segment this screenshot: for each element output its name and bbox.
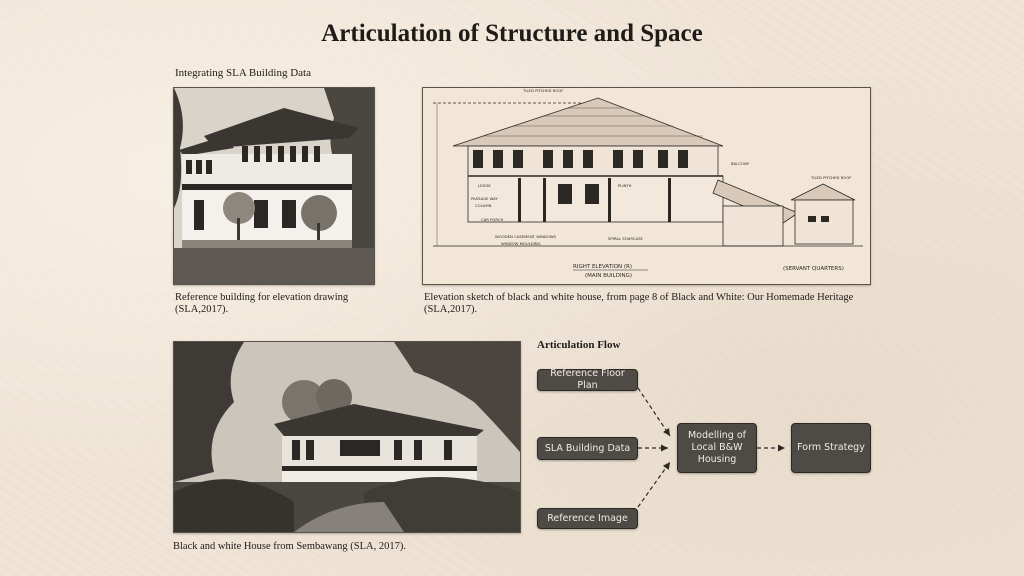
label-roof-main: TILED PITCHED ROOF <box>523 88 564 93</box>
label-passage: PASSAGE WAY <box>471 196 498 201</box>
flow-title: Articulation Flow <box>537 339 621 351</box>
flow-node-modelling: Modelling of Local B&W Housing <box>677 423 757 473</box>
flow-node-form-strategy: Form Strategy <box>791 423 871 473</box>
elevation-caption: Elevation sketch of black and white house, from page 8 of Black and White: Our Homemade Heritage (SLA,2017). <box>424 292 854 315</box>
label-servant-quarters: (SERVANT QUARTERS) <box>783 266 844 272</box>
flow-node-sla-building-data: SLA Building Data <box>537 437 638 460</box>
sembawang-caption: Black and white House from Sembawang (SLA, 2017). <box>173 541 406 552</box>
reference-building-caption: Reference building for elevation drawing (SLA,2017). <box>175 292 349 315</box>
label-moulding: WINDOW MOULDING <box>501 241 541 246</box>
label-casement: WOODEN CASEMENT WINDOWS <box>495 234 556 239</box>
flow-node-reference-image: Reference Image <box>537 508 638 529</box>
label-main-building: (MAIN BUILDING) <box>585 273 633 279</box>
section-subtitle: Integrating SLA Building Data <box>175 67 311 79</box>
label-roof-servant: TILED PITCHED ROOF <box>811 175 852 180</box>
label-staircase: SPIRAL STAIRCASE <box>608 236 643 241</box>
edge-floor-plan-to-modelling <box>638 388 670 436</box>
edge-ref-image-to-modelling <box>638 462 670 507</box>
page-title: Articulation of Structure and Space <box>321 20 703 47</box>
label-car-porch: CAR PORCH <box>481 217 504 222</box>
flow-node-reference-floor-plan: Reference Floor Plan <box>537 369 638 391</box>
label-plinth: PLINTH <box>618 183 632 188</box>
label-column: COLUMN <box>475 203 492 208</box>
label-balcony: BALCONY <box>731 161 750 166</box>
label-ledge: LEDGE <box>478 183 491 188</box>
label-right-elevation: RIGHT ELEVATION (R) <box>573 264 632 270</box>
